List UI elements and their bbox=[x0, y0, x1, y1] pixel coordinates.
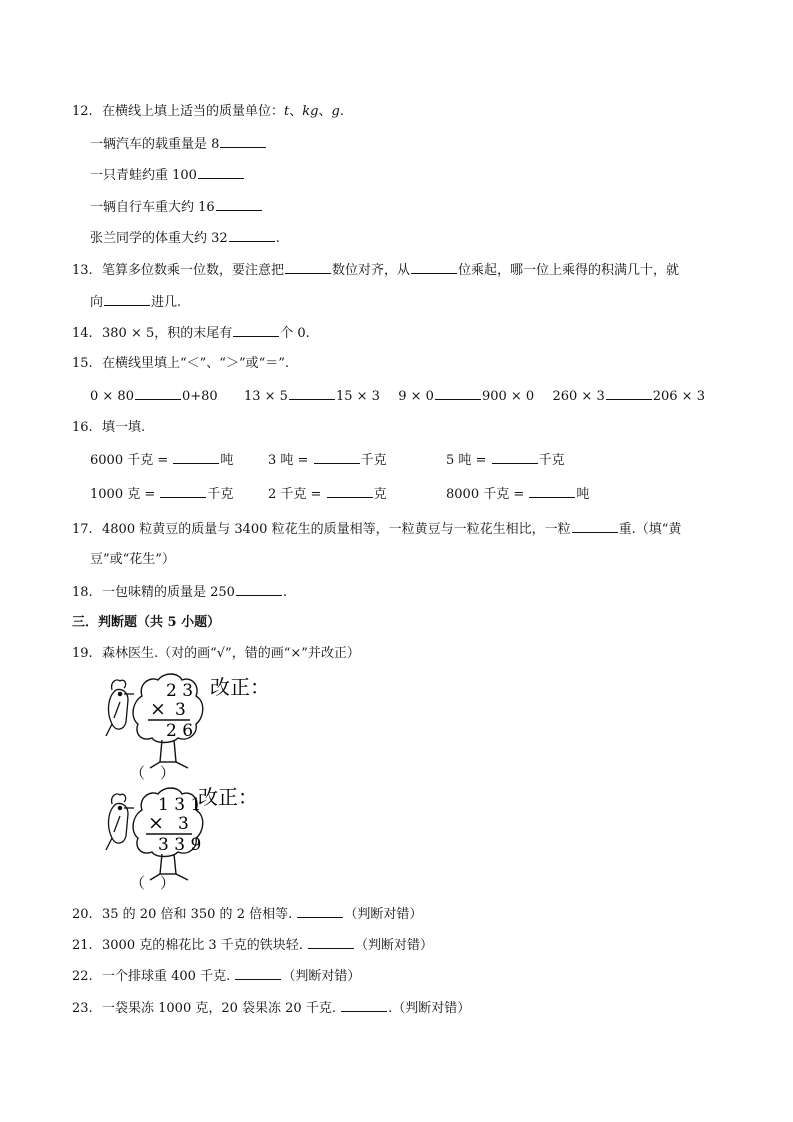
question-hint: （判断对错） bbox=[344, 907, 423, 922]
q12-item bbox=[90, 135, 267, 154]
answer-blank[interactable] bbox=[492, 451, 538, 464]
question-text: 一袋果冻 1000 克，20 袋果冻 20 千克. bbox=[102, 1001, 336, 1016]
compare-right: 900 × 0 bbox=[481, 389, 535, 404]
correction-label: 改正： bbox=[198, 786, 258, 809]
multiply-sign: × bbox=[150, 698, 166, 720]
question-hint: （判断对错） bbox=[355, 938, 434, 953]
fill-item bbox=[90, 485, 233, 504]
question-text: 一个排球重 400 千克. bbox=[102, 969, 231, 984]
question-number: 17. bbox=[72, 522, 93, 537]
question-23 bbox=[72, 999, 470, 1018]
question-number: 21. bbox=[72, 938, 93, 953]
fill-unit: 克 bbox=[373, 487, 387, 502]
correction-label: 改正： bbox=[210, 675, 270, 699]
fill-left: 1000 克 = bbox=[90, 487, 156, 502]
question-12 bbox=[72, 103, 344, 121]
fill-unit: 千克 bbox=[360, 453, 387, 468]
question-21 bbox=[72, 936, 433, 955]
question-13 bbox=[72, 261, 679, 280]
question-16 bbox=[72, 419, 145, 437]
answer-blank[interactable] bbox=[236, 583, 282, 596]
question-text: 笔算多位数乘一位数，要注意把 bbox=[102, 263, 285, 278]
question-number: 20. bbox=[72, 907, 93, 922]
question-17-cont bbox=[90, 551, 175, 569]
question-number: 23. bbox=[72, 1001, 93, 1016]
question-hint: .（判断对错） bbox=[388, 1001, 471, 1016]
question-text: 位乘起，哪一位上乘得的积满几十，就 bbox=[458, 263, 680, 278]
compare-right: 206 × 3 bbox=[652, 389, 705, 404]
woodpecker-icon bbox=[106, 794, 134, 850]
question-text: 3000 克的棉花比 3 千克的铁块轻. bbox=[102, 938, 303, 953]
compare-left: 260 × 3 bbox=[552, 389, 605, 404]
answer-blank[interactable] bbox=[235, 967, 281, 980]
question-stem: 在横线里填上“＜”、“＞”或“＝”. bbox=[102, 356, 290, 371]
question-number: 14. bbox=[72, 326, 93, 341]
question-text: 4800 粒黄豆的质量与 3400 粒花生的质量相等，一粒黄豆与一粒花生相比，一粒 bbox=[102, 522, 571, 537]
answer-blank[interactable] bbox=[233, 324, 279, 337]
fill-item bbox=[268, 485, 387, 504]
compare-item bbox=[244, 389, 380, 404]
question-stem: 森林医生.（对的画“√”，错的画“×”并改正） bbox=[102, 646, 360, 661]
separator: 、 bbox=[289, 104, 303, 119]
answer-blank[interactable] bbox=[229, 229, 275, 242]
tree2-top-number: 1 3 1 bbox=[158, 795, 202, 815]
tree-figure-2 bbox=[98, 786, 298, 898]
q12-item bbox=[90, 166, 245, 185]
fill-item bbox=[446, 485, 589, 504]
question-18 bbox=[72, 583, 287, 602]
answer-blank[interactable] bbox=[220, 135, 266, 148]
question-text: 一包味精的质量是 250 bbox=[102, 585, 235, 600]
question-text: 向 bbox=[90, 295, 104, 310]
answer-blank[interactable] bbox=[135, 387, 181, 400]
compare-item bbox=[552, 389, 705, 404]
tree1-multiplier: 3 bbox=[175, 700, 186, 720]
question-text: 个 0. bbox=[280, 326, 310, 341]
fill-item bbox=[90, 451, 233, 470]
answer-blank[interactable] bbox=[572, 520, 618, 533]
question-text: 380 × 5，积的末尾有 bbox=[102, 326, 233, 341]
answer-parens[interactable]: （ ） bbox=[130, 874, 176, 892]
tree-figure-1 bbox=[98, 672, 298, 784]
fill-unit: 千克 bbox=[538, 453, 565, 468]
question-number: 19. bbox=[72, 646, 93, 661]
answer-blank[interactable] bbox=[285, 261, 331, 274]
answer-blank[interactable] bbox=[104, 293, 150, 306]
fill-unit: 千克 bbox=[207, 487, 234, 502]
question-text: 豆”或“花生”） bbox=[90, 552, 175, 567]
question-stem: 填一填. bbox=[102, 420, 146, 435]
question-22 bbox=[72, 967, 360, 986]
multiply-sign: × bbox=[148, 812, 164, 834]
question-text: 数位对齐，从 bbox=[332, 263, 411, 278]
answer-blank[interactable] bbox=[341, 999, 387, 1012]
fill-left: 6000 千克 = bbox=[90, 453, 169, 468]
answer-parens[interactable]: （ ） bbox=[130, 764, 176, 782]
question-text: 进几. bbox=[151, 295, 182, 310]
answer-blank[interactable] bbox=[297, 905, 343, 918]
question-number: 12. bbox=[72, 104, 93, 119]
fill-unit: 吨 bbox=[220, 453, 234, 468]
period: . bbox=[282, 585, 288, 600]
item-text: 一辆汽车的载重量是 8 bbox=[90, 137, 220, 152]
question-number: 15. bbox=[72, 356, 93, 371]
tree2-result: 3 3 9 bbox=[158, 835, 202, 855]
answer-blank[interactable] bbox=[411, 261, 457, 274]
answer-blank[interactable] bbox=[308, 936, 354, 949]
item-text: 一只青蛙约重 100 bbox=[90, 168, 197, 183]
compare-right: 0+80 bbox=[181, 389, 218, 404]
answer-blank[interactable] bbox=[327, 485, 373, 498]
q12-item bbox=[90, 198, 263, 217]
question-13-cont bbox=[90, 293, 181, 312]
question-14 bbox=[72, 324, 310, 343]
q12-item bbox=[90, 229, 280, 248]
compare-item bbox=[90, 389, 218, 404]
section-title: 三．判断题（共 5 小题） bbox=[72, 615, 221, 630]
answer-blank[interactable] bbox=[606, 387, 652, 400]
question-number: 13. bbox=[72, 263, 93, 278]
period: . bbox=[339, 104, 344, 119]
question-number: 18. bbox=[72, 585, 93, 600]
woodpecker-icon bbox=[106, 680, 134, 736]
fill-left: 3 吨 = bbox=[268, 453, 309, 468]
compare-left: 0 × 80 bbox=[90, 389, 134, 404]
fill-left: 8000 千克 = bbox=[446, 487, 525, 502]
question-text: 重.（填“黄 bbox=[618, 522, 682, 537]
fill-left: 2 千克 = bbox=[268, 487, 322, 502]
question-19 bbox=[72, 645, 360, 663]
unit-g: g bbox=[331, 104, 340, 119]
fill-unit: 吨 bbox=[576, 487, 590, 502]
answer-blank[interactable] bbox=[289, 387, 335, 400]
compare-left: 13 × 5 bbox=[243, 389, 288, 404]
fill-item bbox=[268, 451, 387, 470]
answer-blank[interactable] bbox=[529, 485, 575, 498]
question-stem: 在横线上填上适当的质量单位： bbox=[102, 104, 285, 119]
answer-blank[interactable] bbox=[173, 451, 219, 464]
separator: 、 bbox=[318, 104, 332, 119]
question-17 bbox=[72, 520, 681, 539]
question-text: 35 的 20 倍和 350 的 2 倍相等. bbox=[102, 907, 293, 922]
unit-kg: kg bbox=[302, 104, 319, 119]
tree2-multiplier: 3 bbox=[178, 814, 189, 834]
question-number: 22. bbox=[72, 969, 93, 984]
unit-t: t bbox=[284, 104, 290, 119]
item-text: 一辆自行车重大约 16 bbox=[90, 200, 215, 215]
question-number: 16. bbox=[72, 420, 93, 435]
answer-blank[interactable] bbox=[216, 198, 262, 211]
compare-item bbox=[398, 389, 534, 404]
period: . bbox=[275, 231, 280, 246]
answer-blank[interactable] bbox=[198, 166, 244, 179]
answer-blank[interactable] bbox=[314, 451, 360, 464]
compare-row bbox=[90, 387, 705, 406]
question-15 bbox=[72, 355, 289, 373]
item-text: 张兰同学的体重大约 32 bbox=[90, 231, 228, 246]
question-hint: （判断对错） bbox=[282, 969, 361, 984]
fill-left: 5 吨 = bbox=[446, 453, 487, 468]
tree1-top-number: 2 3 bbox=[166, 681, 194, 701]
fill-item bbox=[446, 451, 565, 470]
tree1-result: 2 6 bbox=[166, 721, 194, 741]
question-20 bbox=[72, 905, 422, 924]
compare-right: 15 × 3 bbox=[335, 389, 380, 404]
answer-blank[interactable] bbox=[435, 387, 481, 400]
compare-left: 9 × 0 bbox=[398, 389, 434, 404]
answer-blank[interactable] bbox=[160, 485, 206, 498]
